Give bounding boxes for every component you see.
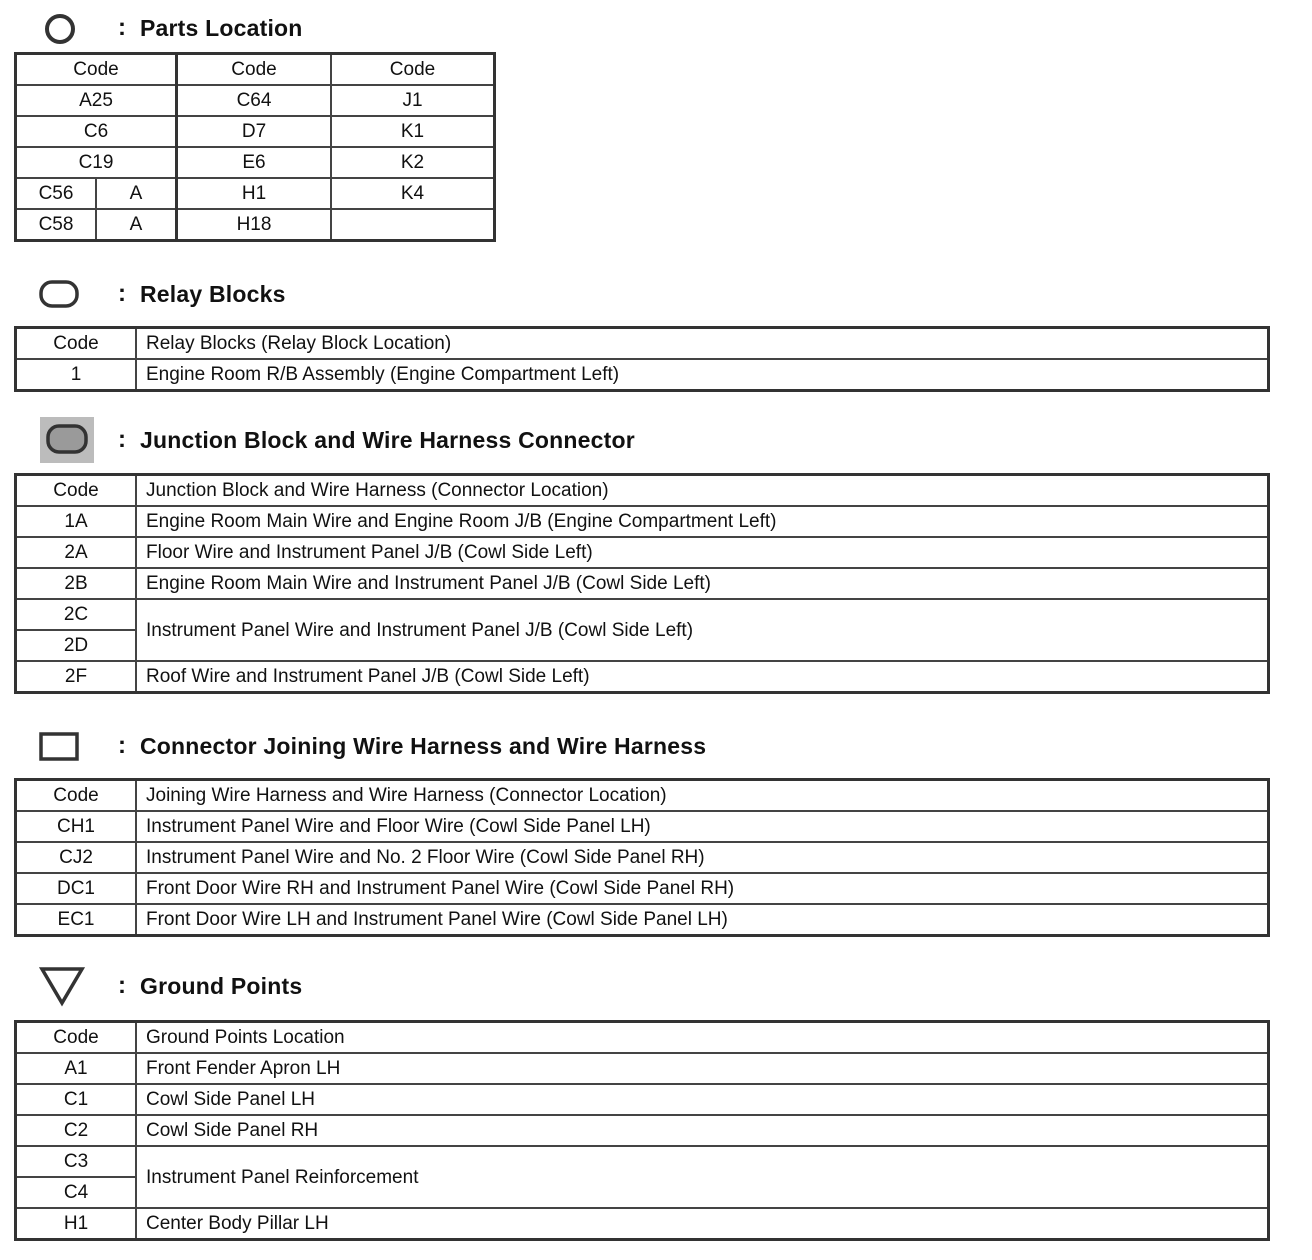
code-cell: J1 <box>331 85 495 116</box>
code-cell: 2B <box>16 568 137 599</box>
desc-cell: Floor Wire and Instrument Panel J/B (Cowl Side Left) <box>136 537 1269 568</box>
section-title: Junction Block and Wire Harness Connector <box>140 426 635 453</box>
relay-blocks-heading <box>38 274 286 314</box>
colon: : <box>118 426 126 453</box>
code-cell: C19 <box>16 147 177 178</box>
code-cell: C4 <box>16 1177 137 1208</box>
table-row <box>16 147 495 178</box>
code-cell: K2 <box>331 147 495 178</box>
header-code-cell: Code <box>16 1022 137 1054</box>
relay-blocks-table <box>14 326 1270 392</box>
desc-cell: Front Fender Apron LH <box>136 1053 1269 1084</box>
rounded-rect-icon <box>38 274 98 314</box>
code-cell: C64 <box>177 85 332 116</box>
code-cell: 2A <box>16 537 137 568</box>
table-row <box>16 85 495 116</box>
desc-cell: Instrument Panel Wire and No. 2 Floor Wire (Cowl Side Panel RH) <box>136 842 1269 873</box>
sub-code-cell: A <box>96 178 177 209</box>
desc-cell: Engine Room Main Wire and Engine Room J/B (Engine Compartment Left) <box>136 506 1269 537</box>
table-header-row <box>16 780 1269 812</box>
table-row <box>16 209 495 241</box>
table-row <box>16 811 1269 842</box>
table-row <box>16 1084 1269 1115</box>
table-row <box>16 661 1269 693</box>
code-cell: A25 <box>16 85 177 116</box>
parts-location-heading <box>38 8 303 48</box>
code-cell: CH1 <box>16 811 137 842</box>
code-cell: EC1 <box>16 904 137 936</box>
table-row <box>16 873 1269 904</box>
table-row <box>16 359 1269 391</box>
table-row <box>16 116 495 147</box>
header-desc-cell: Junction Block and Wire Harness (Connector Location) <box>136 475 1269 507</box>
code-cell: E6 <box>177 147 332 178</box>
desc-cell: Front Door Wire RH and Instrument Panel Wire (Cowl Side Panel RH) <box>136 873 1269 904</box>
table-row <box>16 537 1269 568</box>
table-row <box>16 1208 1269 1240</box>
table-row <box>16 904 1269 936</box>
table-row <box>16 842 1269 873</box>
code-cell: K1 <box>331 116 495 147</box>
table-row <box>16 1115 1269 1146</box>
code-cell: 1A <box>16 506 137 537</box>
code-cell: H1 <box>177 178 332 209</box>
code-cell: C2 <box>16 1115 137 1146</box>
desc-cell: Cowl Side Panel LH <box>136 1084 1269 1115</box>
code-cell: C1 <box>16 1084 137 1115</box>
section-title: Parts Location <box>140 14 303 41</box>
shaded-rounded-rect-icon <box>38 420 98 460</box>
code-cell: C3 <box>16 1146 137 1177</box>
code-cell: C6 <box>16 116 177 147</box>
table-header-row <box>16 328 1269 360</box>
table-row <box>16 506 1269 537</box>
header-cell: Code <box>331 54 495 86</box>
colon: : <box>118 972 126 999</box>
table-row <box>16 1146 1269 1177</box>
desc-cell: Center Body Pillar LH <box>136 1208 1269 1240</box>
code-cell: 1 <box>16 359 137 391</box>
desc-cell: Engine Room Main Wire and Instrument Panel J/B (Cowl Side Left) <box>136 568 1269 599</box>
table-row <box>16 599 1269 630</box>
section-title: Ground Points <box>140 972 303 999</box>
code-cell: CJ2 <box>16 842 137 873</box>
header-code-cell: Code <box>16 475 137 507</box>
header-code-cell: Code <box>16 780 137 812</box>
section-title: Connector Joining Wire Harness and Wire Harness <box>140 732 707 759</box>
code-cell: D7 <box>177 116 332 147</box>
desc-cell: Roof Wire and Instrument Panel J/B (Cowl Side Left) <box>136 661 1269 693</box>
connector-joining-heading <box>38 726 706 766</box>
desc-cell: Instrument Panel Wire and Instrument Panel J/B (Cowl Side Left) <box>136 599 1269 661</box>
code-cell: C58 <box>16 209 97 241</box>
table-row <box>16 568 1269 599</box>
desc-cell: Cowl Side Panel RH <box>136 1115 1269 1146</box>
code-cell: 2D <box>16 630 137 661</box>
sub-code-cell: A <box>96 209 177 241</box>
desc-cell: Instrument Panel Reinforcement <box>136 1146 1269 1208</box>
header-desc-cell: Joining Wire Harness and Wire Harness (Connector Location) <box>136 780 1269 812</box>
square-icon <box>38 726 98 766</box>
table-row <box>16 1053 1269 1084</box>
code-cell: 2C <box>16 599 137 630</box>
ground-points-table <box>14 1020 1270 1241</box>
table-header-row <box>16 1022 1269 1054</box>
table-header-row <box>16 475 1269 507</box>
colon: : <box>118 14 126 41</box>
colon: : <box>118 732 126 759</box>
header-desc-cell: Relay Blocks (Relay Block Location) <box>136 328 1269 360</box>
code-cell: H18 <box>177 209 332 241</box>
header-cell: Code <box>177 54 332 86</box>
table-row <box>16 178 495 209</box>
ground-points-heading <box>38 966 302 1006</box>
desc-cell: Front Door Wire LH and Instrument Panel Wire (Cowl Side Panel LH) <box>136 904 1269 936</box>
code-cell: DC1 <box>16 873 137 904</box>
circle-icon <box>38 8 98 48</box>
junction-block-heading <box>38 420 635 460</box>
triangle-down-icon <box>38 966 98 1006</box>
code-cell <box>331 209 495 241</box>
colon: : <box>118 280 126 307</box>
code-cell: A1 <box>16 1053 137 1084</box>
code-cell: H1 <box>16 1208 137 1240</box>
header-desc-cell: Ground Points Location <box>136 1022 1269 1054</box>
code-cell: C56 <box>16 178 97 209</box>
code-cell: 2F <box>16 661 137 693</box>
code-cell: K4 <box>331 178 495 209</box>
table-header-row <box>16 54 495 86</box>
parts-location-table <box>14 52 496 242</box>
desc-cell: Engine Room R/B Assembly (Engine Compartment Left) <box>136 359 1269 391</box>
junction-block-table <box>14 473 1270 694</box>
section-title: Relay Blocks <box>140 280 286 307</box>
header-code-cell: Code <box>16 328 137 360</box>
connector-joining-table <box>14 778 1270 937</box>
desc-cell: Instrument Panel Wire and Floor Wire (Cowl Side Panel LH) <box>136 811 1269 842</box>
header-cell: Code <box>16 54 177 86</box>
